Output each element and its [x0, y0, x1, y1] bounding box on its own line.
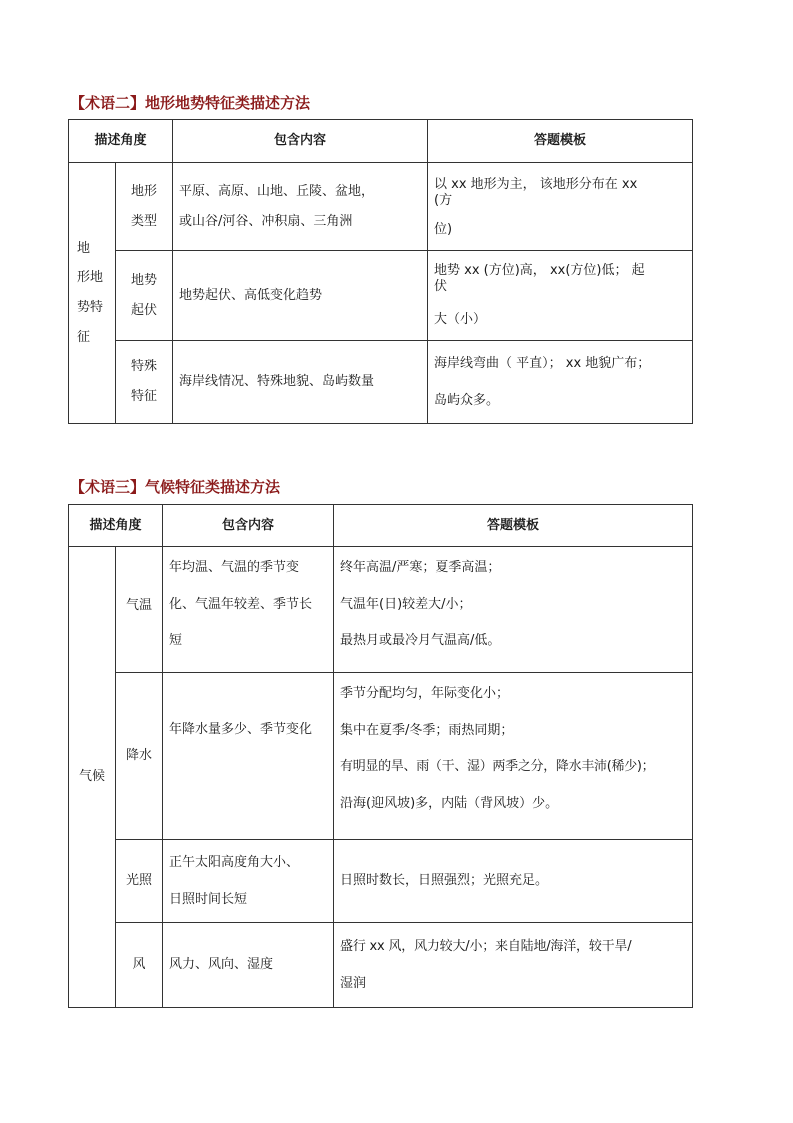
content-cell	[163, 547, 334, 673]
table-row	[69, 840, 693, 923]
table-row	[69, 341, 693, 424]
template-line: 沿海(迎风坡)多，内陆（背风坡）少。	[340, 795, 559, 811]
template-cell	[428, 251, 693, 341]
template-line: 季节分配均匀，年际变化小；	[340, 686, 510, 701]
table-row	[69, 251, 693, 341]
template-cell	[334, 547, 693, 673]
climate-table	[68, 504, 693, 1008]
header-content: 包含内容	[163, 505, 334, 547]
content-cell	[173, 251, 428, 341]
template-line: 湿润	[340, 975, 367, 991]
category-line: 地	[77, 240, 91, 256]
aspect-line: 起伏	[131, 302, 158, 318]
aspect-cell: 气温	[116, 547, 163, 673]
aspect-cell	[116, 341, 173, 424]
table-row	[69, 163, 693, 251]
content-cell	[173, 341, 428, 424]
aspect-line: 地形	[131, 183, 158, 199]
section-title-terrain: 【术语二】地形地势特征类描述方法	[70, 94, 311, 112]
content-line: 地势起伏、高低变化趋势	[179, 287, 323, 303]
template-line: 位)	[434, 222, 453, 238]
content-line: 化、气温年较差、季节长	[169, 596, 313, 612]
aspect-cell: 风	[116, 923, 163, 1008]
content-line: 或山谷/河谷、冲积扇、三角洲	[179, 213, 353, 229]
aspect-line: 特殊	[131, 359, 158, 375]
template-line: (方	[434, 192, 453, 208]
template-cell	[428, 163, 693, 251]
template-line: 终年高温/严寒；夏季高温；	[340, 560, 501, 575]
template-line: 盛行 xx 风，风力较大/小；来自陆地/海洋，较干旱/	[340, 938, 632, 954]
aspect-cell	[116, 251, 173, 341]
header-content: 包含内容	[173, 120, 428, 163]
template-line: 地势 xx (方位)高， xx(方位)低； 起	[434, 263, 645, 278]
template-cell	[334, 840, 693, 923]
content-line: 年降水量多少、季节变化	[169, 722, 313, 737]
table-row	[69, 923, 693, 1008]
template-cell	[334, 673, 693, 840]
category-line: 势特	[77, 300, 104, 315]
category-line: 形地	[77, 270, 104, 286]
template-line: 海岸线弯曲（ 平直）； xx 地貌广布；	[434, 355, 651, 371]
template-line: 伏	[434, 278, 448, 294]
header-aspect: 描述角度	[69, 505, 163, 547]
template-cell	[428, 341, 693, 424]
aspect-line: 地势	[131, 272, 158, 288]
template-line: 大（小）	[434, 312, 487, 328]
section-title-climate: 【术语三】气候特征类描述方法	[70, 478, 281, 496]
content-cell	[173, 163, 428, 251]
aspect-line: 特征	[131, 389, 158, 404]
table-header-row	[69, 505, 693, 547]
aspect-cell: 光照	[116, 840, 163, 923]
content-line: 正午太阳高度角大小、	[169, 854, 300, 870]
content-line: 海岸线情况、特殊地貌、岛屿数量	[179, 374, 375, 390]
terrain-table	[68, 119, 693, 424]
template-cell	[334, 923, 693, 1008]
table-row	[69, 673, 693, 840]
template-line: 岛屿众多。	[434, 392, 500, 408]
content-cell	[163, 673, 334, 840]
content-cell	[163, 923, 334, 1008]
template-line: 集中在夏季/冬季；雨热同期；	[340, 722, 514, 738]
content-line: 风力、风向、湿度	[169, 957, 274, 973]
table-row	[69, 547, 693, 673]
content-line: 日照时间长短	[169, 891, 248, 907]
category-climate: 气候	[69, 547, 116, 1008]
header-template: 答题模板	[334, 505, 693, 547]
template-line: 以 xx 地形为主， 该地形分布在 xx	[434, 177, 638, 192]
template-line: 日照时数长，日照强烈；光照充足。	[340, 873, 549, 889]
content-line: 年均温、气温的季节变	[169, 560, 300, 575]
header-template: 答题模板	[428, 120, 693, 163]
content-line: 短	[169, 633, 183, 649]
content-cell	[163, 840, 334, 923]
aspect-line: 类型	[131, 213, 158, 229]
header-aspect: 描述角度	[69, 120, 173, 163]
template-line: 最热月或最冷月气温高/低。	[340, 633, 501, 649]
category-terrain	[69, 163, 116, 424]
aspect-cell: 降水	[116, 673, 163, 840]
category-line: 征	[77, 329, 91, 345]
table-header-row	[69, 120, 693, 163]
template-line: 气温年(日)较差大/小；	[340, 596, 472, 612]
content-line: 平原、高原、山地、丘陵、盆地，	[179, 183, 375, 199]
template-line: 有明显的旱、雨（干、湿）两季之分，降水丰沛(稀少)；	[340, 759, 655, 775]
aspect-cell	[116, 163, 173, 251]
